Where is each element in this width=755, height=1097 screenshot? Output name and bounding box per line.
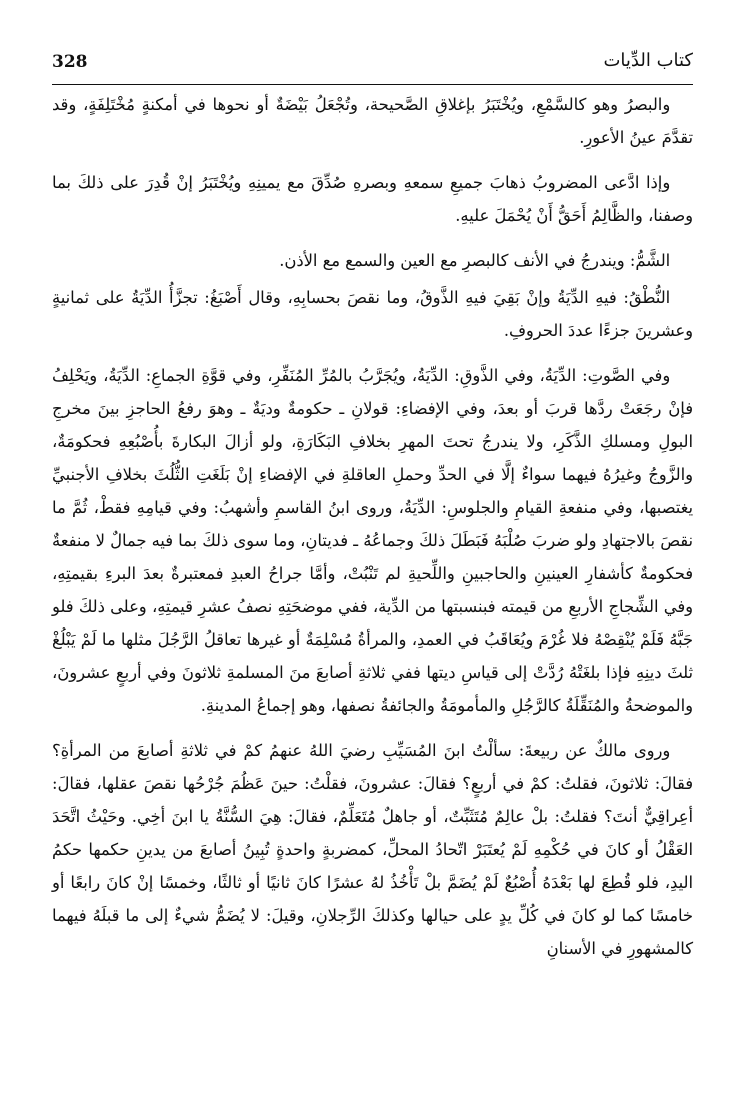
paragraph-malik-report: وروى مالكٌ عن ربيعةَ: سألْتُ ابنَ المُسَيِّبِ رضيَ اللهُ عنهمُ كمْ في ثلاثةِ أصابعَ من المرأةِ؟ فقالَ: ثلاثونَ، فقلتُ: كمْ في أربعٍ؟ فقالَ: عشرونَ، فقلْتُ: حينَ عَظُمَ جُرْحُها نقصَ عقلها، فقالَ: أعِراقِيٌّ أنتَ؟ فقلتُ: بلْ عالِمٌ مُتَثَبِّتٌ، أو جاهلٌ مُتَعَلِّمٌ، فقالَ: هِيَ السُّنَّةُ يا ابنَ أخِي. وحَيْثُ اتَّحَدَ العَقْلُ أو كانَ في حُكْمِهِ لَمْ يُعتَبَرْ اتّحادُ المحلِّ، كمضربةٍ واحدةٍ تُبِينُ أصابعَ من يدينِ حكمها حكمُ اليدِ، فلو قُطِعَ لها بَعْدَهُ أُصْبُعٌ لَمْ يُضَمَّ بلْ تَأْخُذُ لهُ عشرًا كانَ ثانيًا أو ثالثًا، وخمسًا إنْ كانَ رابعًا أو خامسًا كما لو كانَ في كُلِّ يدٍ على حيالها وكذلكَ الرِّجلانِ، وقيلَ: لا يُضَمُّ شيءٌ إلى ما قبلَهُ فيهما كالمشهورِ في الأسنانِ: [52, 741, 693, 958]
paragraph-claim-loss: وإذا ادَّعى المضروبُ ذهابَ جميعِ سمعهِ وبصرهِ صُدِّقَ مع يمينِهِ ويُخْتَبَرُ إنْ قُدِرَ على ذلكَ بما وصفنا، والظَّالِمُ أَحَقُّ أَنْ يُحْمَلَ عليهِ.: [52, 173, 693, 225]
paragraph-voice-and-benefits: وفي الصَّوتِ: الدِّيَةُ، وفي الذَّوقِ: الدِّيَةُ، ويُجَرَّبُ بالمُرِّ المُنَفِّرِ، وفي قوَّةِ الجماعِ: الدِّيَةُ، ويَحْلِفُ فإنْ رجَعَتْ ردَّها قربَ أو بعدَ، وفي الإفضاءِ: قولانِ ـ حكومةٌ وديَةٌ ـ وهوَ رفعُ الحاجزِ بينَ مخرجِ البولِ ومسلكِ الذَّكَرِ، ولا يندرجُ تحتَ المهرِ بخلافِ البَكَارَةِ، ولو أزالَ البكارةَ بأُصْبُعِهِ فحكومَةٌ، والزَّوجُ وغيرُهُ فيهما سواءٌ إلَّا في الحدِّ وحملِ العاقلةِ في الإفضاءِ إنْ بَلَغَتِ الثُّلُثَ بخلافِ الأجنبيِّ يغتصبها، وفي منفعةِ القيامِ والجلوسِ: الدِّيَةُ، وروى ابنُ القاسمِ وأشهبُ: وفي قيامِهِ فقطْ، ثُمَّ ما نقصَ بالاجتهادِ ولو ضربَ صُلْبَهُ فَبَطَلَ ذلكَ وجماعُهُ ـ فديتانِ، وما سوى ذلكَ بما فيه جمالٌ لا منفعةٌ فحكومةٌ كأشفارِ العينينِ والحاجبينِ واللِّحيةِ لم تَنْبُتْ، وأمَّا جراحُ العبدِ فمعتبرةٌ بعدَ البرءِ بقيمتِهِ، وفي الشِّجاجِ الأربعِ من قيمته فبنسبتها من الدِّية، ففي موضحَتِهِ نصفُ عشرِ قيمتِهِ، وعلى ذلكَ فلو جَبَّهُ فَلَمْ يُنْقِصْهُ فلا غُرْمَ ويُعَاقَبُ في العمدِ، والمرأةُ مُسْلِمَةٌ أو غيرها تعاقلُ الرَّجُلَ مثلها ما لَمْ يَبْلُغْ ثلثَ دينِهِ فإذا بلغَتْهُ رُدَّتْ إلى قياسِ ديتها ففي ثلاثةِ أصابعَ منَ المسلمةِ ثلاثونَ وفي أربعٍ عشرونَ، والموضحةُ والمُنَقِّلَةُ كالرَّجُلِ والمأمومَةُ والجائفةُ نصفها، وهو إجماعُ المدينةِ.: [52, 366, 693, 715]
paragraph-smell: الشَّمُّ: ويندرجُ في الأنف كالبصرِ مع العين والسمع مع الأذن.: [279, 251, 671, 270]
running-title: كتاب الدِّيات: [603, 50, 693, 71]
page-number: 328: [52, 52, 88, 72]
page-body: [52, 88, 693, 965]
page-header: [52, 44, 693, 85]
paragraph-sight: والبصرُ وهو كالسَّمْعِ، ويُخْتَبَرُ بإغلاقِ الصَّحيحة، وتُجْعَلُ بَيْضَةٌ أو نحوها في أمكنةٍ مُخْتَلِفَةٍ، وقد تقدَّمَ عينُ الأعورِ.: [52, 95, 693, 147]
paragraph-speech: النُّطْقُ: فيهِ الدِّيَةُ وإنْ بَقِيَ فيهِ الذَّوقُ، وما نقصَ بحسابِهِ، وقال أَصْبَغُ: تجزَّأُ الدِّيَةُ على ثمانيةٍ وعشرينَ جزءًا عددَ الحروفِ.: [52, 288, 693, 340]
